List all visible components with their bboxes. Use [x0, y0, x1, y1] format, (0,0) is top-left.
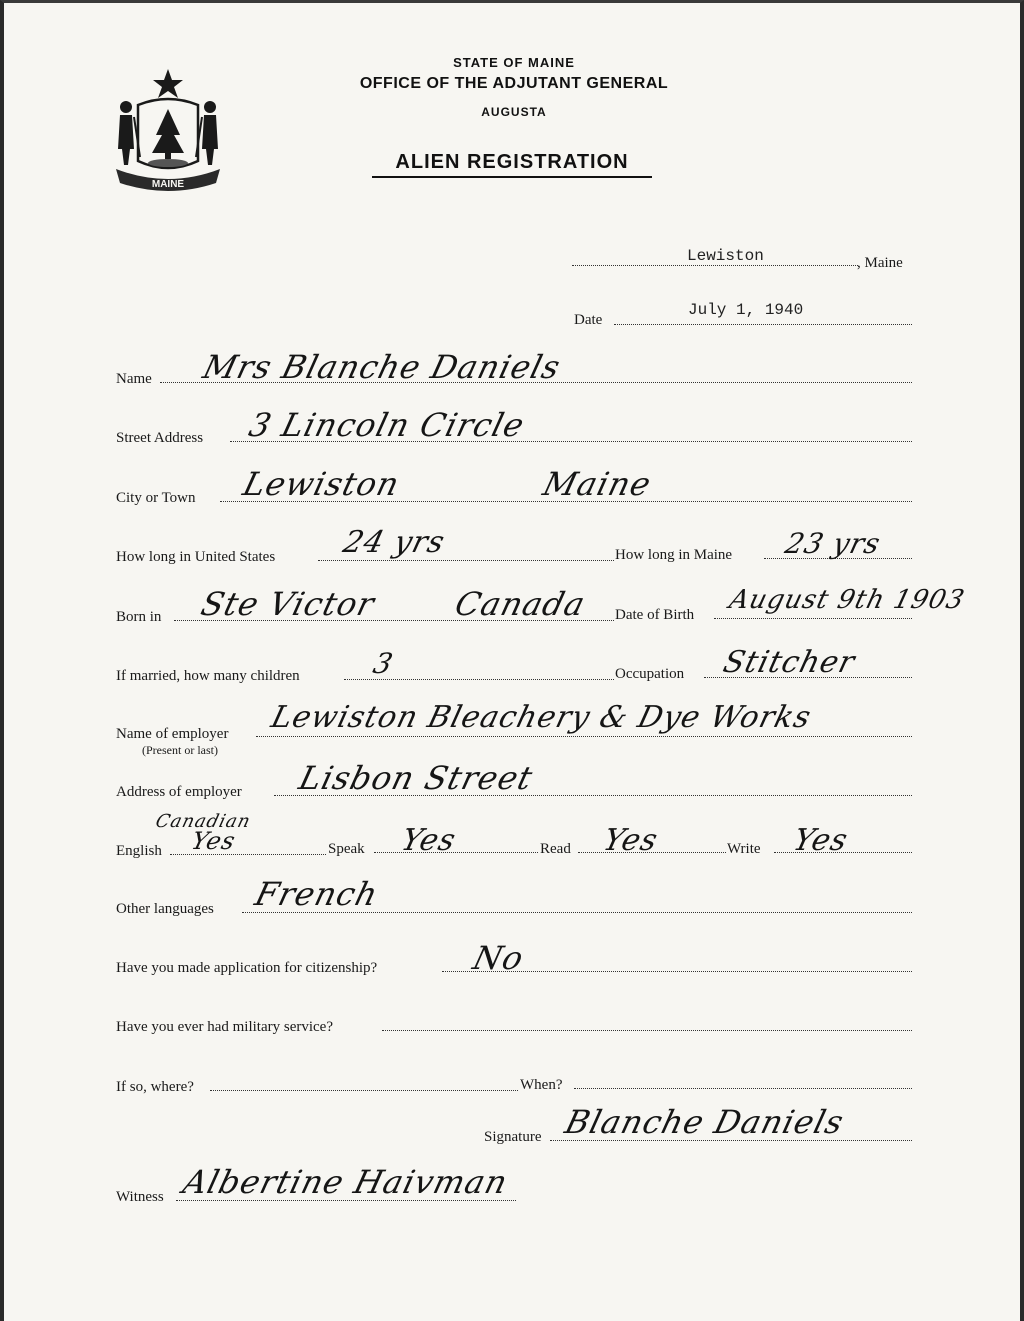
english-value: Yes — [188, 827, 239, 855]
place-line — [572, 265, 858, 266]
born-label: Born in — [116, 609, 162, 625]
date-value: July 1, 1940 — [688, 301, 804, 319]
employer-sublabel: (Present or last) — [142, 743, 218, 757]
where-line — [210, 1090, 518, 1091]
us-years-label: How long in United States — [116, 549, 276, 565]
street-value: 3 Lincoln Circle — [245, 406, 529, 444]
citizenship-value: No — [469, 939, 529, 977]
employer-address-label: Address of employer — [116, 784, 242, 800]
signature-label: Signature — [484, 1129, 542, 1145]
dob-line — [714, 618, 912, 619]
employer-line — [256, 736, 912, 737]
write-value: Yes — [789, 823, 852, 858]
born-value: Ste Victor — [197, 585, 379, 623]
maine-years-value: 23 yrs — [781, 527, 885, 560]
occupation-value: Stitcher — [719, 645, 859, 680]
us-years-line — [318, 560, 614, 561]
seal-lettering: MAINE — [151, 179, 185, 190]
date-label: Date — [574, 312, 603, 328]
other-languages-value: French — [251, 875, 383, 913]
street-label: Street Address — [116, 430, 204, 446]
where-label: If so, where? — [116, 1079, 194, 1095]
english-note-value: Canadian — [153, 811, 254, 832]
maine-years-label: How long in Maine — [615, 547, 733, 563]
state-value: Maine — [539, 465, 656, 503]
military-label: Have you ever had military service? — [116, 1019, 333, 1035]
dob-value: August 9th 1903 — [726, 585, 968, 615]
children-label: If married, how many children — [116, 668, 300, 684]
us-years-value: 24 yrs — [339, 525, 449, 560]
military-line — [382, 1030, 912, 1031]
speak-label: Speak — [328, 841, 365, 857]
employer-label: Name of employer — [116, 726, 229, 742]
header-city: AUGUSTA — [481, 105, 547, 119]
name-value: Mrs Blanche Daniels — [199, 348, 565, 386]
signature-value: Blanche Daniels — [561, 1103, 848, 1141]
read-value: Yes — [599, 823, 662, 858]
employer-address-value: Lisbon Street — [295, 759, 537, 797]
when-line — [574, 1088, 912, 1089]
write-label: Write — [727, 841, 761, 857]
when-label: When? — [520, 1077, 563, 1093]
born-country-value: Canada — [451, 585, 590, 623]
witness-value: Albertine Haivman — [179, 1163, 512, 1201]
form-title: ALIEN REGISTRATION — [372, 151, 652, 178]
witness-label: Witness — [116, 1189, 164, 1205]
place-value: Lewiston — [687, 247, 764, 265]
speak-value: Yes — [397, 823, 460, 858]
maine-state-seal-icon — [112, 65, 224, 195]
read-label: Read — [540, 841, 571, 857]
dob-label: Date of Birth — [615, 607, 695, 623]
english-label: English — [116, 843, 162, 859]
name-label: Name — [116, 371, 152, 387]
employer-value: Lewiston Bleachery & Dye Works — [267, 700, 815, 735]
place-suffix: , Maine — [857, 255, 903, 271]
date-line — [614, 324, 912, 325]
children-value: 3 — [369, 647, 397, 680]
citizenship-label: Have you made application for citizenship? — [116, 960, 378, 976]
header-office: OFFICE OF THE ADJUTANT GENERAL — [359, 75, 669, 92]
city-value: Lewiston — [239, 465, 404, 503]
occupation-label: Occupation — [615, 666, 685, 682]
city-label: City or Town — [116, 490, 196, 506]
other-languages-label: Other languages — [116, 901, 214, 917]
header-state: STATE OF MAINE — [453, 55, 575, 70]
